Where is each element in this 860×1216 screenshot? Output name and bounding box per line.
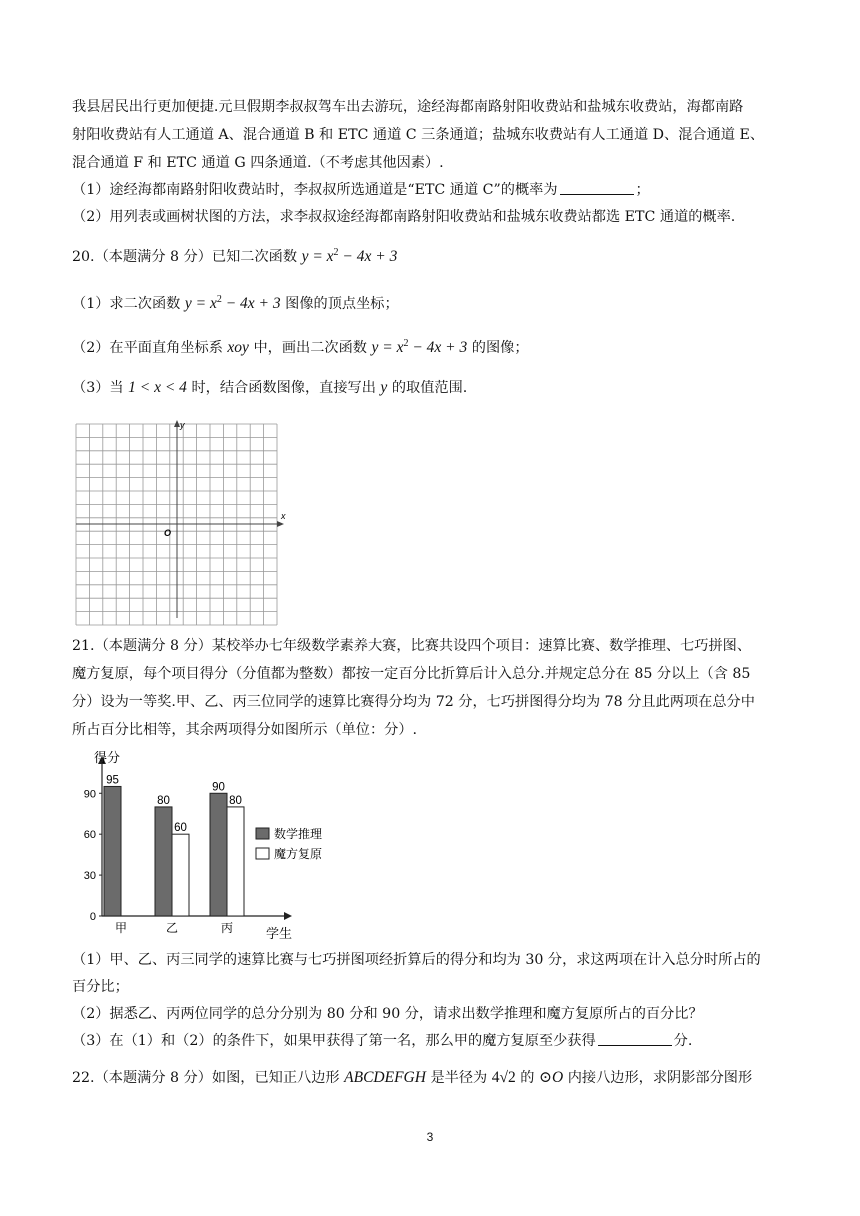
- bar-value-label: 90: [212, 781, 225, 794]
- coord-system-name: xoy: [227, 339, 249, 356]
- function-formula: $y = x^2 - 4x + 3$: [371, 338, 468, 356]
- question-20-2: [72, 334, 529, 358]
- bar-value-label: 80: [229, 794, 242, 807]
- y-tick-label: 0: [89, 911, 96, 923]
- y-axis-title: 得分: [94, 750, 121, 765]
- q-text: （3）当: [72, 380, 124, 396]
- inequality: 1 < x < 4: [128, 379, 187, 396]
- q-text: （1）求二次函数: [72, 296, 181, 312]
- intro-line-2: 射阳收费站有人工通道 A、混合通道 B 和 ETC 通道 C 三条通道；盐城东收费站有人工通道 D、混合通道 E、: [72, 127, 765, 143]
- answer-blank: [598, 1031, 672, 1046]
- q-text: 的: [520, 1070, 535, 1086]
- radius-value: 4√2: [491, 1069, 516, 1086]
- intro-line-1: 我县居民出行更加便捷.元旦假期李叔叔驾车出去游玩，途经海都南路射阳收费站和盐城东收费站，海都南路: [72, 99, 744, 115]
- bar: [172, 834, 189, 916]
- bar: [104, 786, 121, 916]
- page-number: 3: [426, 1130, 434, 1144]
- question-21-2: （2）据悉乙、丙两位同学的总分分别为 80 分和 90 分，请求出数学推理和魔方复原所占的百分比？: [72, 1006, 703, 1022]
- bar: [210, 793, 227, 916]
- category-label: 甲: [114, 921, 128, 935]
- q-text: 22.（本题满分 8 分）如图，已知正八边形: [72, 1070, 340, 1086]
- question-end: ；: [635, 182, 650, 198]
- problem-20-heading: [72, 243, 397, 267]
- problem-21-line-2: 魔方复原，每个项目得分（分值都为整数）都按一定百分比折算后计入总分.并规定总分在 85 分以上（含 85: [72, 666, 751, 682]
- q-text: 内接八边形，求阴影部分图形: [567, 1070, 753, 1086]
- y-tick-label: 30: [83, 870, 96, 883]
- y-axis-label: y: [180, 420, 185, 430]
- category-label: 乙: [165, 921, 179, 935]
- bar-value-label: 60: [174, 822, 187, 835]
- question-21-1-b: 百分比；: [72, 979, 129, 995]
- question-20-3: [72, 378, 467, 398]
- variable-y: y: [380, 379, 388, 396]
- origin-label: O: [164, 528, 172, 538]
- question-21-1-a: （1）甲、乙、丙三同学的速算比赛与七巧拼图项经折算后的得分和均为 30 分，求这两项在计入总分时所占的: [72, 952, 761, 968]
- q-text: 中，画出二次函数: [253, 340, 367, 356]
- q-text: （2）在平面直角坐标系: [72, 340, 223, 356]
- x-axis-label: x: [281, 511, 286, 521]
- problem-21-line-1: 21.（本题满分 8 分）某校举办七年级数学素养大赛，比赛共设四个项目：速算比赛、数学推理、七巧拼图、: [72, 638, 752, 654]
- bar-value-label: 80: [157, 794, 170, 807]
- q-text: 时，结合函数图像，直接写出: [191, 380, 376, 396]
- problem-22-heading: [72, 1068, 752, 1088]
- octagon-name: ABCDEFGH: [344, 1069, 426, 1086]
- legend-label: 魔方复原: [274, 847, 323, 861]
- problem-21-line-4: 所占百分比相等，其余两项得分如图所示（单位：分）.: [72, 722, 418, 738]
- bar-value-label: 95: [106, 774, 119, 787]
- question-20-1: [72, 290, 399, 314]
- question-19-1: [72, 180, 650, 200]
- q-text: （3）在（1）和（2）的条件下，如果甲获得了第一名，那么甲的魔方复原至少获得: [72, 1033, 596, 1049]
- function-formula: $y = x^2 - 4x + 3$: [184, 294, 281, 312]
- category-label: 丙: [220, 921, 234, 935]
- bar: [227, 807, 244, 916]
- heading-text: 20.（本题满分 8 分）已知二次函数: [72, 249, 298, 265]
- question-21-3: [72, 1031, 692, 1051]
- x-axis-arrow: [284, 912, 292, 920]
- function-formula: $y = x^2 - 4x + 3$: [301, 247, 398, 265]
- coordinate-grid: [70, 418, 300, 623]
- q-text: 图像的顶点坐标；: [285, 296, 399, 312]
- bar: [155, 807, 172, 916]
- answer-blank: [560, 180, 634, 195]
- q-text: 是半径为: [430, 1070, 488, 1086]
- question-text: （1）途经海都南路射阳收费站时，李叔叔所选通道是“ETC 通道 C”的概率为: [72, 182, 558, 198]
- legend-swatch: [256, 848, 269, 859]
- q-text: 分.: [673, 1033, 693, 1049]
- circle-name: ⊙O: [538, 1069, 564, 1086]
- legend-label: 数学推理: [274, 827, 323, 841]
- x-axis-arrow: [277, 521, 284, 527]
- q-text: 的图像；: [471, 340, 529, 356]
- bar-chart: [60, 744, 323, 944]
- question-19-2: （2）用列表或画树状图的方法，求李叔叔途经海都南路射阳收费站和盐城东收费站都选 ETC 通道的概率.: [72, 209, 736, 225]
- x-axis-title: 学生: [266, 926, 293, 941]
- legend-swatch: [256, 828, 269, 839]
- q-text: 的取值范围.: [391, 380, 468, 396]
- intro-line-3: 混合通道 F 和 ETC 通道 G 四条通道.（不考虑其他因素）.: [72, 155, 444, 171]
- y-tick-label: 90: [83, 788, 96, 801]
- y-tick-label: 60: [83, 829, 96, 842]
- problem-21-line-3: 分）设为一等奖.甲、乙、丙三位同学的速算比赛得分均为 72 分，七巧拼图得分均为 78 分且此两项在总分中: [72, 694, 755, 710]
